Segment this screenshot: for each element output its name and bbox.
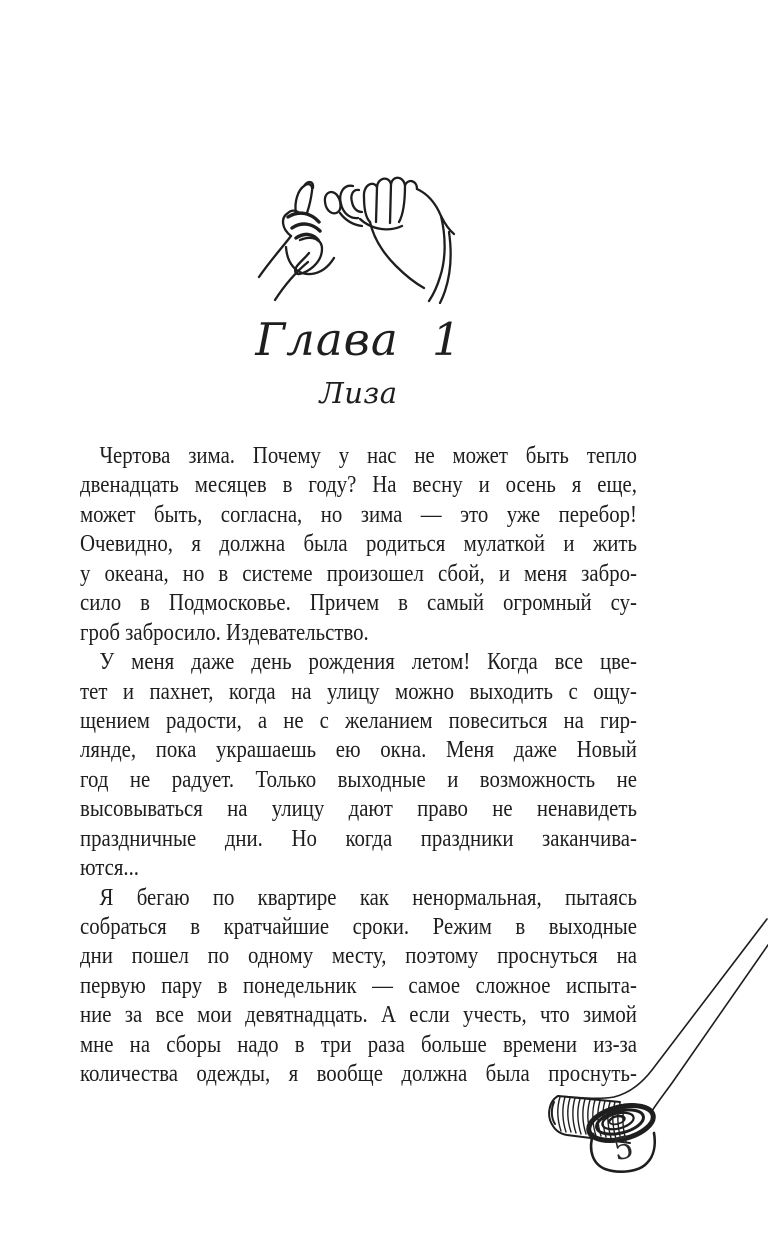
stick-shaft [558,919,768,1111]
text-line: у океана, но в системе произошел сбой, и меня забро- [80,559,637,587]
text-line: количества одежды, я вообще должна была проснуть- [80,1060,637,1088]
text-line: дни пошел по одному месту, поэтому проснуться на [80,942,637,970]
paragraph [80,647,637,883]
text-line: двенадцать месяцев в году? На весну и осень я еще, [80,471,637,499]
text-line: щением радости, а не с желанием повеситься на гир- [80,706,637,734]
text-line: гроб забросило. Издевательство. [80,618,369,646]
chapter-subtitle: Лиза [319,376,398,410]
page-number: 5 [609,1128,638,1169]
text-line: Я бегаю по квартире как ненормальная, пытаясь [99,883,637,911]
text-line: собраться в кратчайшие сроки. Режим в выходные [80,913,637,940]
text-line: мне на сборы надо в три раза больше времени из-за [80,1030,637,1058]
text-line: У меня даже день рождения летом! Когда все цве- [99,648,637,676]
text-line: праздничные дни. Но когда праздники заканчива- [80,824,637,852]
text-line: год не радует. Только выходные и возможность не [80,765,637,793]
hockey-stick-illustration [540,905,768,1190]
text-line: Очевидно, я должна была родиться мулаткой и жить [80,530,637,558]
text-line: ние за все мои девятнадцать. А если учесть, что зимой [80,1001,637,1029]
text-line: ются... [80,854,140,882]
puck [585,1099,657,1171]
text-line: первую пару в понедельник — самое сложное испыта- [80,971,637,999]
text-line: лянде, пока украшаешь ею окна. Меня даже Новый [80,736,637,764]
text-line: может быть, согласна, но зима — это уже перебор! [80,500,637,528]
chapter-heading: Глава 1 [255,313,462,366]
pinky-promise-hands-icon [256,172,456,304]
text-line: тет и пахнет, когда на улицу можно выходить с ощу- [80,677,637,705]
text-line: сило в Подмосковье. Причем в самый огромный су- [80,589,637,617]
text-line: высовываться на улицу дают право не ненавидеть [80,795,637,823]
text-line: Чертова зима. Почему у нас не может быть тепло [99,442,637,469]
paragraph [80,441,637,647]
